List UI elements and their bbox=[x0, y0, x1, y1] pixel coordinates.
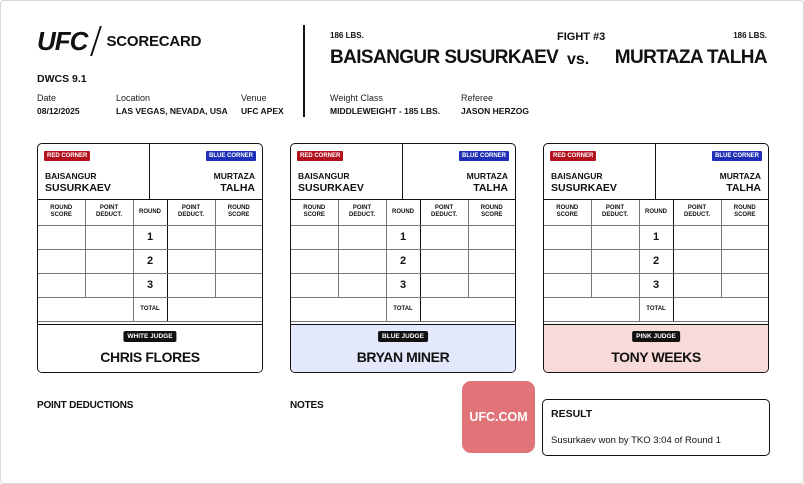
round-row bbox=[291, 225, 515, 249]
blue-point-deduct-cell[interactable] bbox=[420, 273, 468, 297]
corner-header bbox=[544, 144, 768, 200]
score-table bbox=[544, 200, 768, 322]
round-row bbox=[544, 225, 768, 249]
red-fighter-name: BAISANGUR SUSURKAEV bbox=[330, 47, 559, 68]
red-point-deduct-cell[interactable] bbox=[338, 249, 386, 273]
blue-corner-badge: BLUE CORNER bbox=[206, 151, 256, 161]
logo-divider bbox=[91, 26, 103, 56]
red-corner-fighter bbox=[45, 170, 111, 194]
venue-value: UFC APEX bbox=[241, 106, 284, 116]
ufc-com-badge[interactable]: UFC.COM bbox=[462, 381, 535, 453]
blue-point-deduct-cell[interactable] bbox=[420, 249, 468, 273]
total-row bbox=[544, 297, 768, 321]
blue-last-name: TALHA bbox=[220, 182, 255, 194]
blue-last-name: TALHA bbox=[726, 182, 761, 194]
round-number: 3 bbox=[133, 273, 167, 297]
blue-first-name: MURTAZA bbox=[213, 171, 255, 181]
judge-tag: WHITE JUDGE bbox=[123, 331, 176, 342]
round-header: ROUND bbox=[133, 200, 167, 225]
result-text: Susurkaev won by TKO 3:04 of Round 1 bbox=[551, 435, 721, 446]
round-score-header: ROUND SCORE bbox=[468, 200, 515, 225]
red-first-name: BAISANGUR bbox=[298, 171, 350, 181]
round-score-header: ROUND SCORE bbox=[291, 200, 338, 225]
red-round-score-cell[interactable] bbox=[38, 225, 85, 249]
round-number: 3 bbox=[639, 273, 673, 297]
blue-corner-fighter bbox=[467, 170, 508, 194]
red-last-name: SUSURKAEV bbox=[45, 182, 111, 194]
judge-name: CHRIS FLORES bbox=[100, 349, 200, 365]
blue-round-score-cell[interactable] bbox=[468, 225, 515, 249]
judge-area bbox=[544, 324, 768, 373]
score-header-row bbox=[291, 200, 515, 225]
red-round-score-cell[interactable] bbox=[38, 273, 85, 297]
header-divider bbox=[303, 25, 305, 117]
blue-round-score-cell[interactable] bbox=[468, 249, 515, 273]
round-number: 2 bbox=[133, 249, 167, 273]
blue-round-score-cell[interactable] bbox=[721, 273, 768, 297]
red-total-cell[interactable] bbox=[291, 297, 386, 321]
total-row bbox=[291, 297, 515, 321]
judge-tag: BLUE JUDGE bbox=[378, 331, 428, 342]
blue-total-cell[interactable] bbox=[673, 297, 768, 321]
red-corner-cell bbox=[291, 144, 403, 200]
ufc-scorecard-logo bbox=[37, 27, 201, 55]
ufc-logo: UFC bbox=[37, 25, 88, 56]
total-label: TOTAL bbox=[133, 297, 167, 321]
red-point-deduct-cell[interactable] bbox=[85, 273, 133, 297]
round-row bbox=[38, 225, 262, 249]
round-row bbox=[291, 273, 515, 297]
weight-class-block bbox=[330, 93, 440, 116]
scorecard-title: SCORECARD bbox=[106, 32, 202, 50]
date-value: 08/12/2025 bbox=[37, 106, 80, 116]
blue-corner-badge: BLUE CORNER bbox=[459, 151, 509, 161]
judge-card-1 bbox=[37, 143, 263, 373]
point-deduct-header: POINT DEDUCT. bbox=[673, 200, 721, 225]
judge-name: TONY WEEKS bbox=[611, 349, 701, 365]
round-score-header: ROUND SCORE bbox=[215, 200, 262, 225]
round-score-header: ROUND SCORE bbox=[38, 200, 85, 225]
notes-title: NOTES bbox=[290, 400, 324, 411]
red-first-name: BAISANGUR bbox=[45, 171, 97, 181]
round-row bbox=[544, 249, 768, 273]
round-row bbox=[38, 249, 262, 273]
blue-round-score-cell[interactable] bbox=[215, 273, 262, 297]
venue-block bbox=[241, 93, 284, 116]
blue-point-deduct-cell[interactable] bbox=[167, 249, 215, 273]
red-corner-badge: RED CORNER bbox=[44, 151, 90, 161]
blue-point-deduct-cell[interactable] bbox=[167, 273, 215, 297]
red-round-score-cell[interactable] bbox=[291, 225, 338, 249]
blue-last-name: TALHA bbox=[473, 182, 508, 194]
red-point-deduct-cell[interactable] bbox=[591, 225, 639, 249]
red-corner-fighter bbox=[298, 170, 364, 194]
red-point-deduct-cell[interactable] bbox=[591, 249, 639, 273]
point-deductions-title: POINT DEDUCTIONS bbox=[37, 400, 134, 411]
blue-fighter-name: MURTAZA TALHA bbox=[614, 47, 767, 68]
red-round-score-cell[interactable] bbox=[291, 273, 338, 297]
date-label: Date bbox=[37, 93, 57, 103]
red-last-name: SUSURKAEV bbox=[551, 182, 617, 194]
vs-label: vs. bbox=[567, 51, 590, 68]
location-value: LAS VEGAS, NEVADA, USA bbox=[116, 106, 228, 116]
referee-block bbox=[461, 93, 529, 116]
round-header: ROUND bbox=[386, 200, 420, 225]
score-table bbox=[291, 200, 515, 322]
score-header-row bbox=[38, 200, 262, 225]
round-number: 1 bbox=[639, 225, 673, 249]
judge-card-3 bbox=[543, 143, 769, 373]
round-number: 2 bbox=[639, 249, 673, 273]
red-corner-cell bbox=[38, 144, 150, 200]
red-point-deduct-cell[interactable] bbox=[338, 225, 386, 249]
blue-corner-cell bbox=[656, 144, 768, 200]
red-point-deduct-cell[interactable] bbox=[85, 249, 133, 273]
location-block bbox=[116, 93, 228, 116]
judge-area bbox=[291, 324, 515, 373]
score-table bbox=[38, 200, 262, 322]
blue-corner-cell bbox=[403, 144, 515, 200]
round-header: ROUND bbox=[639, 200, 673, 225]
round-row bbox=[291, 249, 515, 273]
red-round-score-cell[interactable] bbox=[544, 225, 591, 249]
red-corner-cell bbox=[544, 144, 656, 200]
blue-point-deduct-cell[interactable] bbox=[673, 249, 721, 273]
referee-value: JASON HERZOG bbox=[461, 106, 530, 116]
blue-first-name: MURTAZA bbox=[719, 171, 761, 181]
point-deduct-header: POINT DEDUCT. bbox=[591, 200, 639, 225]
total-label: TOTAL bbox=[386, 297, 420, 321]
blue-round-score-cell[interactable] bbox=[468, 273, 515, 297]
round-score-header: ROUND SCORE bbox=[544, 200, 591, 225]
round-number: 2 bbox=[386, 249, 420, 273]
round-number: 1 bbox=[133, 225, 167, 249]
red-corner-fighter bbox=[551, 170, 617, 194]
red-corner-badge: RED CORNER bbox=[550, 151, 596, 161]
round-row bbox=[544, 273, 768, 297]
weight-class-label: Weight Class bbox=[330, 93, 383, 103]
red-point-deduct-cell[interactable] bbox=[338, 273, 386, 297]
venue-label: Venue bbox=[241, 93, 267, 103]
total-label: TOTAL bbox=[639, 297, 673, 321]
date-block bbox=[37, 93, 80, 116]
red-point-deduct-cell[interactable] bbox=[591, 273, 639, 297]
blue-point-deduct-cell[interactable] bbox=[167, 225, 215, 249]
red-point-deduct-cell[interactable] bbox=[85, 225, 133, 249]
referee-label: Referee bbox=[461, 93, 494, 103]
blue-total-cell[interactable] bbox=[420, 297, 515, 321]
red-total-cell[interactable] bbox=[544, 297, 639, 321]
corner-header bbox=[38, 144, 262, 200]
red-round-score-cell[interactable] bbox=[38, 249, 85, 273]
total-row bbox=[38, 297, 262, 321]
location-label: Location bbox=[116, 93, 151, 103]
red-round-score-cell[interactable] bbox=[544, 249, 591, 273]
red-fighter-weight: 186 LBS. bbox=[330, 31, 364, 40]
red-round-score-cell[interactable] bbox=[291, 249, 338, 273]
score-header-row bbox=[544, 200, 768, 225]
round-number: 3 bbox=[386, 273, 420, 297]
red-total-cell[interactable] bbox=[38, 297, 133, 321]
blue-round-score-cell[interactable] bbox=[721, 225, 768, 249]
blue-first-name: MURTAZA bbox=[466, 171, 508, 181]
red-corner-badge: RED CORNER bbox=[297, 151, 343, 161]
round-number: 1 bbox=[386, 225, 420, 249]
blue-corner-cell bbox=[150, 144, 262, 200]
judge-name: BRYAN MINER bbox=[356, 349, 450, 365]
event-name: DWCS 9.1 bbox=[37, 73, 87, 85]
point-deduct-header: POINT DEDUCT. bbox=[420, 200, 468, 225]
blue-corner-fighter bbox=[214, 170, 255, 194]
blue-round-score-cell[interactable] bbox=[215, 249, 262, 273]
judge-area bbox=[38, 324, 262, 373]
fight-number: FIGHT #3 bbox=[557, 31, 606, 43]
blue-round-score-cell[interactable] bbox=[721, 249, 768, 273]
point-deduct-header: POINT DEDUCT. bbox=[85, 200, 133, 225]
red-first-name: BAISANGUR bbox=[551, 171, 603, 181]
result-box bbox=[542, 399, 770, 456]
blue-round-score-cell[interactable] bbox=[215, 225, 262, 249]
point-deduct-header: POINT DEDUCT. bbox=[167, 200, 215, 225]
blue-corner-fighter bbox=[720, 170, 761, 194]
judge-card-2 bbox=[290, 143, 516, 373]
blue-point-deduct-cell[interactable] bbox=[673, 273, 721, 297]
blue-point-deduct-cell[interactable] bbox=[420, 225, 468, 249]
blue-point-deduct-cell[interactable] bbox=[673, 225, 721, 249]
red-round-score-cell[interactable] bbox=[544, 273, 591, 297]
round-row bbox=[38, 273, 262, 297]
result-title: RESULT bbox=[551, 408, 593, 420]
blue-corner-badge: BLUE CORNER bbox=[712, 151, 762, 161]
corner-header bbox=[291, 144, 515, 200]
blue-total-cell[interactable] bbox=[167, 297, 262, 321]
point-deduct-header: POINT DEDUCT. bbox=[338, 200, 386, 225]
weight-class-value: MIDDLEWEIGHT - 185 LBS. bbox=[330, 106, 441, 116]
round-score-header: ROUND SCORE bbox=[721, 200, 768, 225]
judge-tag: PINK JUDGE bbox=[632, 331, 680, 342]
red-last-name: SUSURKAEV bbox=[298, 182, 364, 194]
blue-fighter-weight: 186 LBS. bbox=[733, 31, 767, 40]
